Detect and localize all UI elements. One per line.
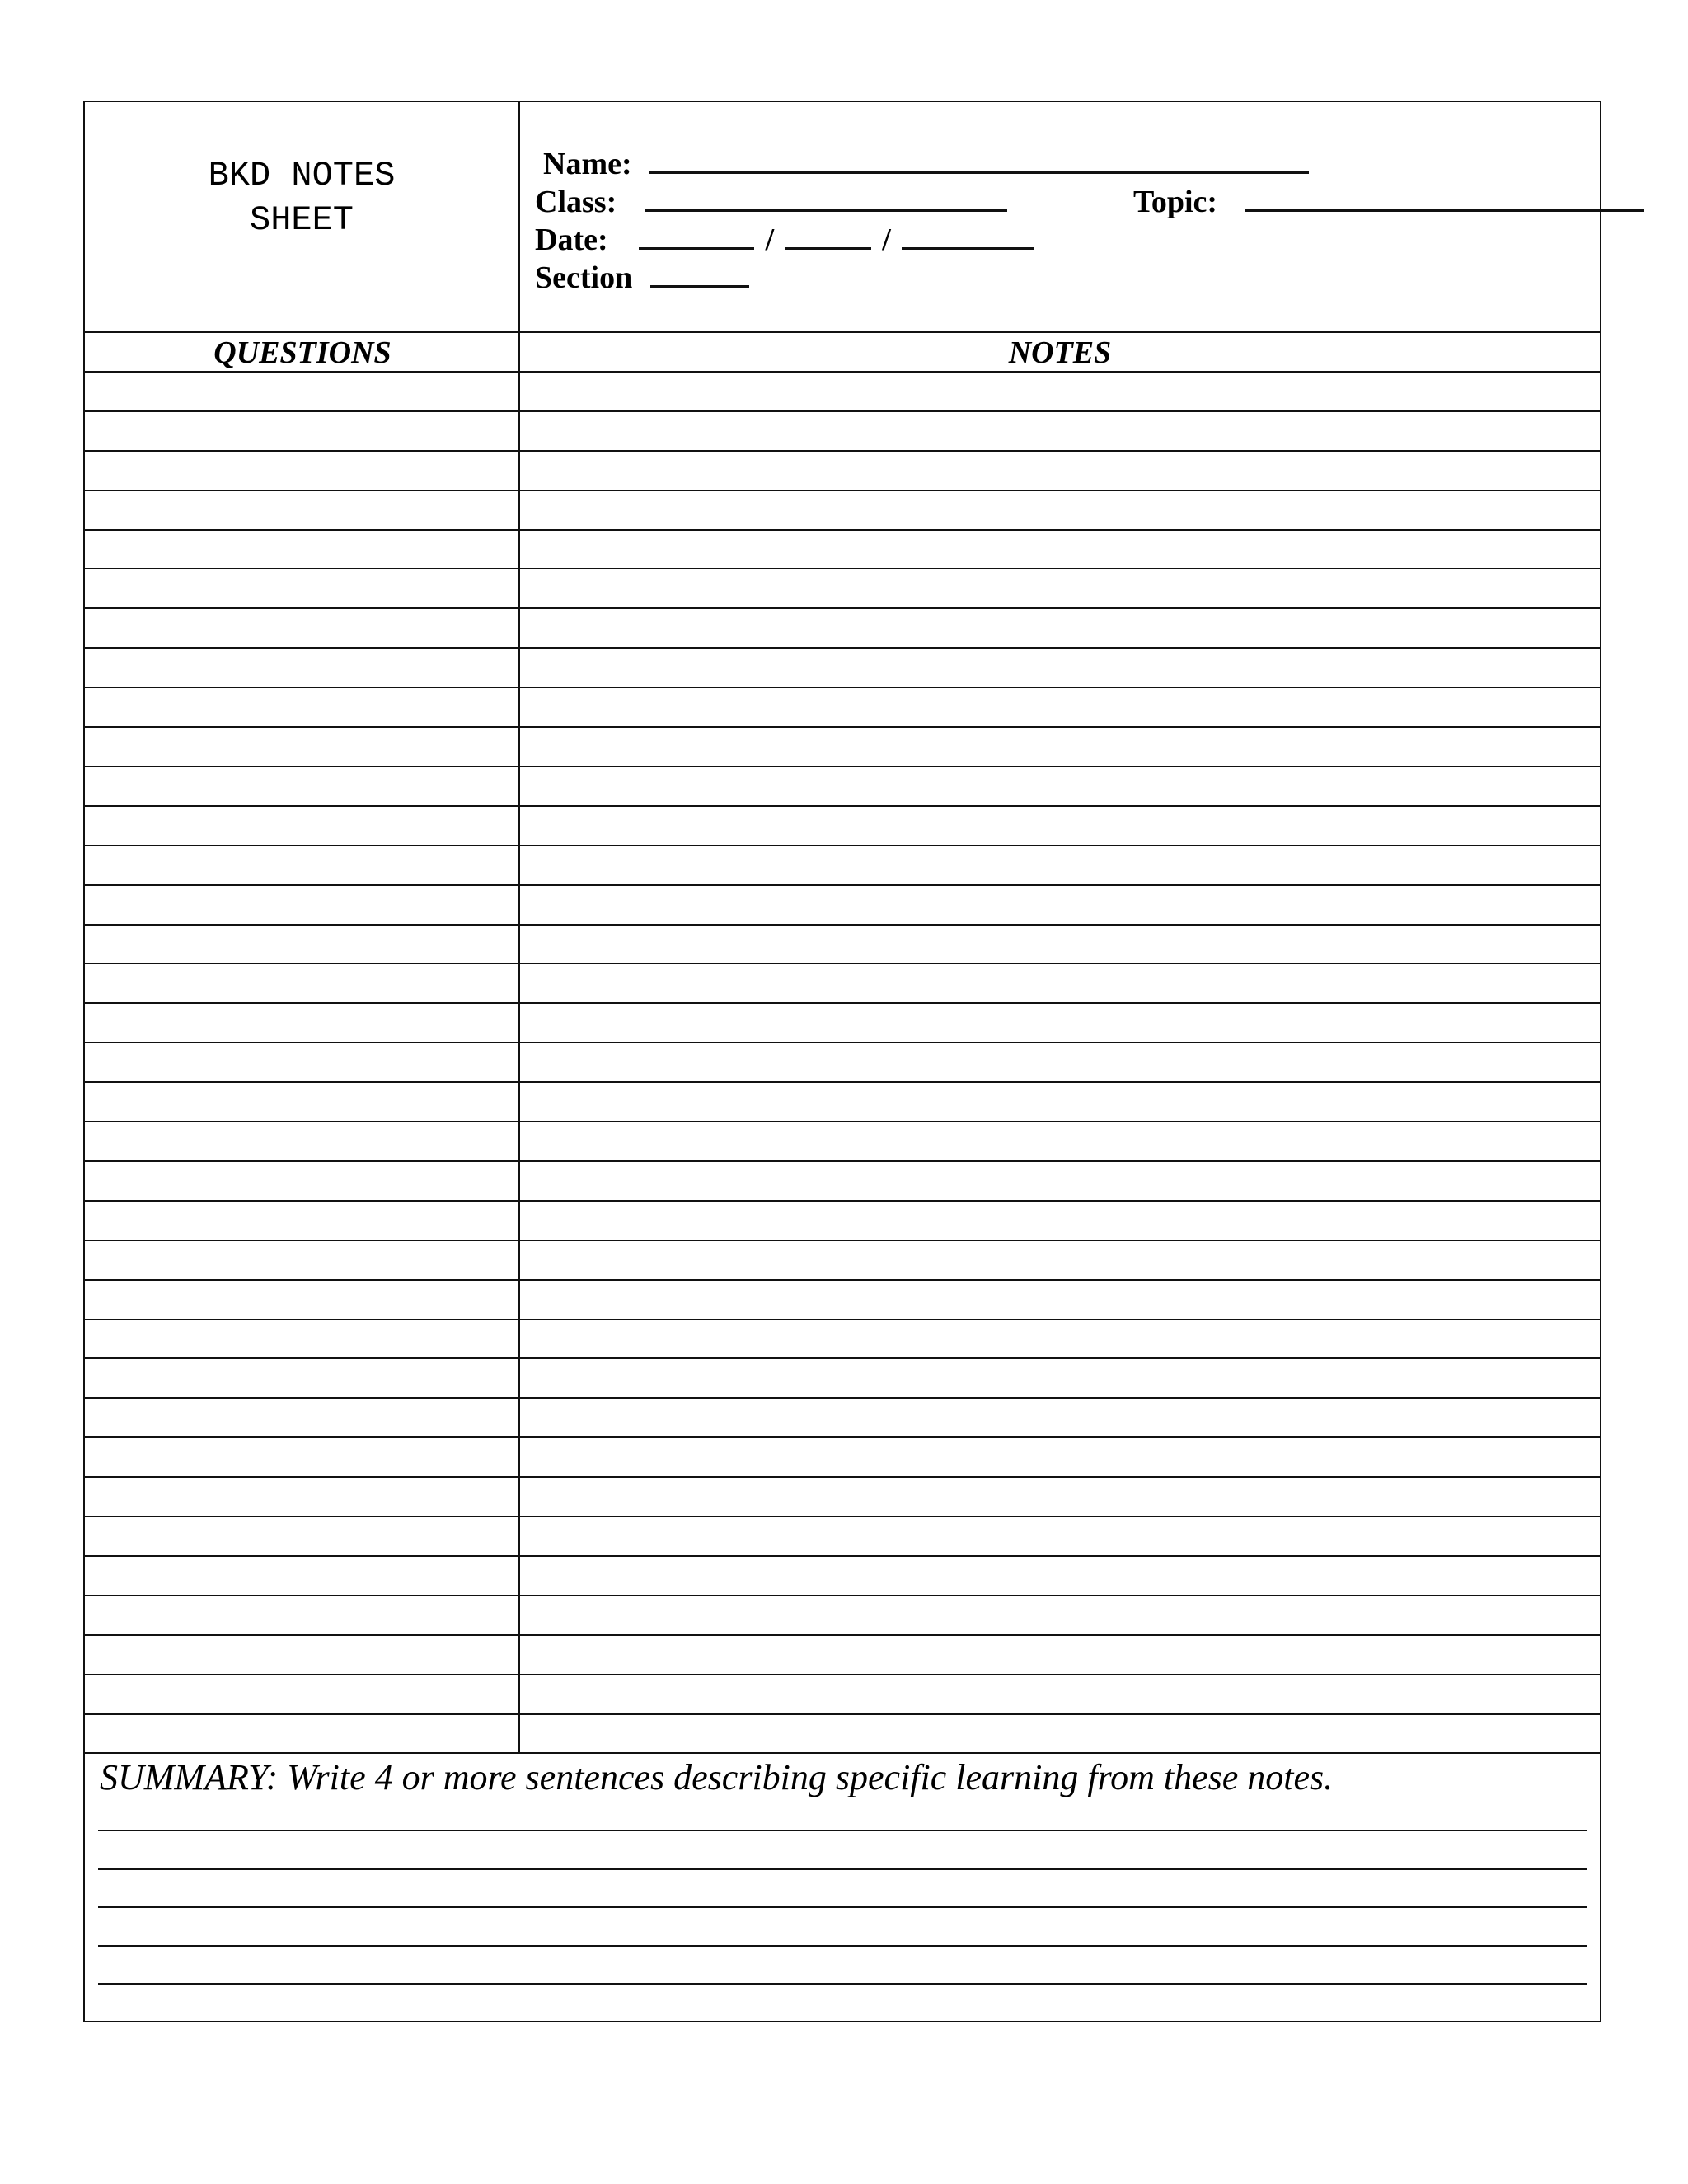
row-line: [85, 924, 1600, 926]
row-line: [85, 647, 1600, 649]
row-line: [85, 607, 1600, 609]
row-line: [85, 1357, 1600, 1359]
row-line: [85, 1436, 1600, 1438]
row-line: [85, 1674, 1600, 1675]
row-line: [85, 1200, 1600, 1202]
date-day-field[interactable]: [785, 218, 871, 250]
section-field[interactable]: [650, 255, 749, 288]
row-line: [85, 1279, 1600, 1281]
summary-line[interactable]: [98, 1945, 1587, 1947]
date-line: [535, 218, 1034, 258]
row-line: [85, 529, 1600, 531]
date-separator: /: [765, 223, 775, 257]
row-line: [85, 805, 1600, 807]
row-line: [85, 1634, 1600, 1636]
name-line: [543, 142, 1309, 182]
row-line: [85, 1516, 1600, 1517]
row-line: [85, 331, 1600, 333]
row-line: [85, 884, 1600, 886]
row-line: [85, 1555, 1600, 1557]
class-line: [535, 180, 1007, 220]
row-line: [85, 1476, 1600, 1478]
section-label: Section: [535, 260, 633, 295]
row-line: [85, 371, 1600, 373]
notes-column-header: NOTES: [1008, 335, 1112, 370]
row-line: [85, 726, 1600, 728]
row-line: [85, 1042, 1600, 1043]
summary-divider: [85, 1752, 1600, 1754]
row-line: [85, 1240, 1600, 1241]
row-line: [85, 766, 1600, 767]
date-separator: /: [882, 223, 891, 257]
row-line: [85, 963, 1600, 964]
class-field[interactable]: [645, 180, 1007, 212]
date-month-field[interactable]: [639, 218, 754, 250]
summary-line[interactable]: [98, 1868, 1587, 1870]
summary-line[interactable]: [98, 1983, 1587, 1985]
row-line: [85, 568, 1600, 569]
row-line: [85, 1002, 1600, 1004]
name-field[interactable]: [649, 142, 1309, 174]
date-year-field[interactable]: [902, 218, 1034, 250]
row-line: [85, 1160, 1600, 1162]
summary-line[interactable]: [98, 1830, 1587, 1831]
topic-field[interactable]: [1245, 180, 1644, 212]
row-line: [85, 687, 1600, 688]
notes-sheet: [83, 101, 1601, 2022]
row-line: [85, 410, 1600, 412]
name-label: Name:: [543, 147, 632, 181]
class-label: Class:: [535, 185, 617, 219]
topic-label: Topic:: [1133, 185, 1218, 219]
section-line: [535, 255, 749, 296]
row-line: [85, 845, 1600, 846]
title-cell: [85, 102, 520, 331]
student-info-cell: [520, 102, 1600, 331]
row-line: [85, 1319, 1600, 1320]
row-line: [85, 1397, 1600, 1399]
row-line: [85, 450, 1600, 452]
row-line: [85, 1713, 1600, 1715]
questions-column-header: QUESTIONS: [213, 335, 392, 370]
row-line: [85, 1121, 1600, 1122]
row-line: [85, 490, 1600, 491]
row-line: [85, 1081, 1600, 1083]
summary-line[interactable]: [98, 1906, 1587, 1908]
date-label: Date:: [535, 223, 608, 257]
summary-prompt: SUMMARY: Write 4 or more sentences describing specific learning from these notes.: [100, 1757, 1334, 1797]
topic-line: [1133, 180, 1644, 220]
row-line: [85, 1595, 1600, 1596]
sheet-title: BKD NOTES SHEET: [208, 156, 396, 240]
